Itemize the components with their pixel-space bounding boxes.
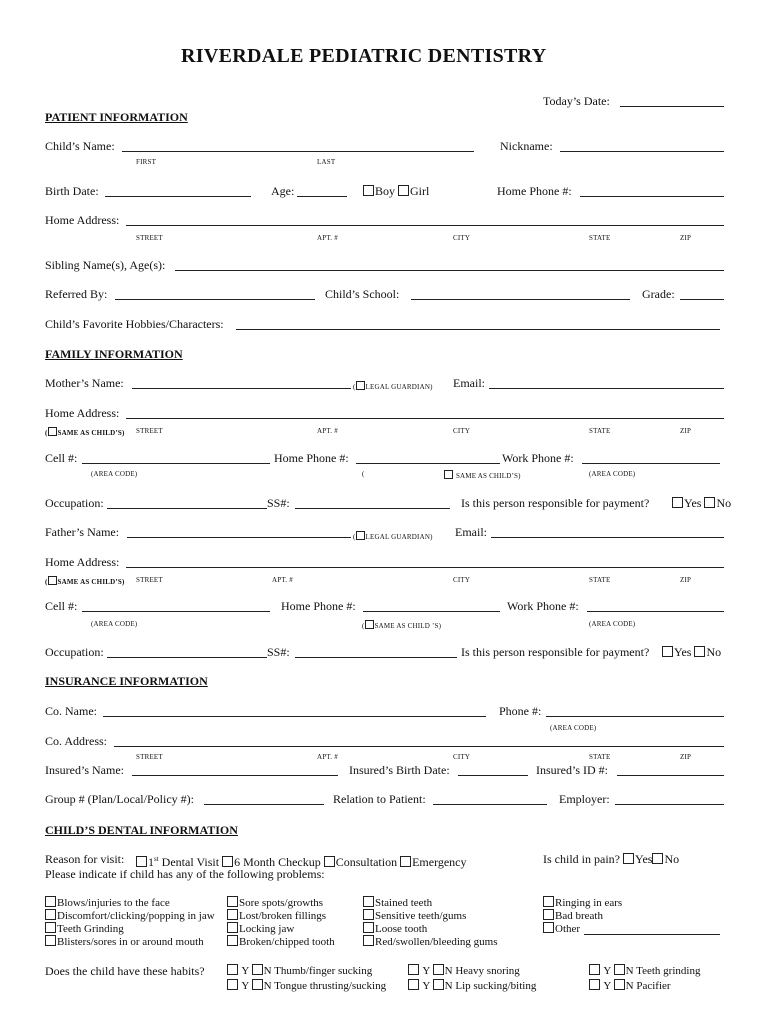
first-caption: FIRST (136, 158, 157, 166)
mother-home-phone-same (444, 470, 521, 481)
relation-field[interactable] (433, 804, 547, 805)
father-same-address-checkbox[interactable] (48, 576, 57, 585)
same-as-childs-label: SAME AS CHILD’S) (57, 429, 125, 437)
mother-responsible-no-checkbox[interactable] (704, 497, 715, 508)
mother-cell-field[interactable] (82, 463, 270, 464)
habit-no-checkbox[interactable] (614, 964, 625, 975)
age-label: Age: (271, 184, 295, 198)
childs-name-label: Child’s Name: (45, 139, 115, 153)
problem-label: Blows/injuries to the face (57, 897, 170, 909)
birth-date-field[interactable] (105, 196, 251, 197)
apt-caption: APT. # (317, 234, 338, 242)
insurance-phone-field[interactable] (546, 716, 724, 717)
father-home-address-field[interactable] (126, 567, 724, 568)
street-caption: STREET (136, 576, 163, 584)
grade-field[interactable] (680, 299, 724, 300)
childs-name-field[interactable] (122, 151, 474, 152)
state-caption: STATE (589, 753, 611, 761)
first-visit-number: 1 (148, 855, 154, 869)
family-info-heading: FAMILY INFORMATION (45, 347, 183, 361)
habit-item (227, 979, 386, 993)
father-legal-guardian: ( LEGAL GUARDIAN) (353, 533, 433, 541)
state-caption: STATE (589, 427, 611, 435)
habit-label: Tongue thrusting/sucking (274, 980, 387, 992)
insureds-name-label: Insured’s Name: (45, 763, 124, 777)
problem-label: Sore spots/growths (239, 897, 324, 909)
patient-info-heading: PATIENT INFORMATION (45, 110, 188, 124)
siblings-field[interactable] (175, 270, 724, 271)
habit-yes-label: Y (420, 980, 433, 992)
no-label: No (664, 852, 680, 866)
father-legal-guardian-checkbox[interactable] (356, 531, 365, 540)
problem-label: Other (555, 923, 581, 935)
father-responsible-yes-checkbox[interactable] (662, 646, 673, 657)
zip-caption: ZIP (680, 753, 692, 761)
father-work-phone-label: Work Phone #: (507, 599, 579, 613)
habit-no-label: N (444, 965, 456, 977)
father-responsible-no-checkbox[interactable] (694, 646, 705, 657)
problem-item (227, 922, 294, 936)
father-responsible-label: Is this person responsible for payment? (461, 645, 650, 659)
problem-label: Ringing in ears (555, 897, 623, 909)
same-as-childs-label: SAME AS CHILD ’S) (374, 622, 442, 630)
street-caption: STREET (136, 427, 163, 435)
father-home-phone-same: ( SAME AS CHILD ’S) (362, 622, 442, 630)
problem-item (363, 935, 498, 949)
father-same-address: ( SAME AS CHILD’S) (45, 578, 125, 586)
other-problem-field[interactable] (584, 934, 720, 935)
insurance-area-code: (AREA CODE) (550, 724, 597, 732)
habit-yes-checkbox[interactable] (589, 964, 600, 975)
nickname-label: Nickname: (500, 139, 553, 153)
habits-question: Does the child have these habits? (45, 964, 205, 978)
street-caption: STREET (136, 234, 163, 242)
habit-no-checkbox[interactable] (614, 979, 625, 990)
problem-label: Stained teeth (375, 897, 433, 909)
problem-label: Broken/chipped tooth (239, 936, 335, 948)
mother-home-phone-same-checkbox[interactable] (444, 470, 453, 479)
referred-by-field[interactable] (115, 299, 315, 300)
hobbies-field[interactable] (236, 329, 720, 330)
father-home-address-label: Home Address: (45, 555, 120, 569)
problem-label: Discomfort/clicking/popping in jaw (57, 910, 215, 922)
habit-no-label: N (263, 980, 275, 992)
mother-occupation-field[interactable] (107, 508, 267, 509)
problem-checkbox[interactable] (543, 909, 554, 920)
reason-label: Reason for visit: (45, 852, 125, 866)
mother-work-phone-label: Work Phone #: (502, 451, 574, 465)
insureds-id-label: Insured’s ID #: (536, 763, 608, 777)
habit-yes-checkbox[interactable] (227, 964, 238, 975)
habit-yes-checkbox[interactable] (589, 979, 600, 990)
mother-home-phone-label: Home Phone #: (274, 451, 349, 465)
father-home-phone-field[interactable] (363, 611, 500, 612)
mothers-name-field[interactable] (132, 388, 351, 389)
apt-caption: APT. # (317, 753, 338, 761)
father-occupation-label: Occupation: (45, 645, 104, 659)
consultation-label: Consultation (335, 855, 398, 869)
girl-checkbox[interactable] (398, 185, 409, 196)
dental-info-heading: CHILD’S DENTAL INFORMATION (45, 823, 238, 837)
habit-yes-checkbox[interactable] (408, 979, 419, 990)
father-cell-area-code: (AREA CODE) (91, 620, 138, 628)
fathers-name-field[interactable] (127, 537, 351, 538)
habit-no-checkbox[interactable] (433, 964, 444, 975)
in-pain-yes-checkbox[interactable] (623, 853, 634, 864)
indicate-problems-label: Please indicate if child has any of the following problems: (45, 867, 325, 881)
problem-checkbox[interactable] (45, 896, 56, 907)
father-occupation-field[interactable] (107, 657, 267, 658)
zip-caption: ZIP (680, 234, 692, 242)
father-email-label: Email: (455, 525, 487, 539)
problem-checkbox[interactable] (543, 922, 554, 933)
father-home-phone-same-checkbox[interactable] (365, 620, 374, 629)
habit-yes-label: Y (601, 980, 614, 992)
father-responsible-options (662, 645, 721, 659)
father-ssn-field[interactable] (295, 657, 457, 658)
group-field[interactable] (204, 804, 324, 805)
habit-yes-label: Y (239, 965, 252, 977)
father-work-phone-field[interactable] (587, 611, 724, 612)
problem-label: Locking jaw (239, 923, 295, 935)
zip-caption: ZIP (680, 427, 692, 435)
problem-checkbox[interactable] (363, 909, 374, 920)
habit-item (408, 964, 520, 978)
problem-item (45, 922, 124, 936)
problem-label: Blisters/sores in or around mouth (57, 936, 204, 948)
age-field[interactable] (297, 196, 347, 197)
last-caption: LAST (317, 158, 336, 166)
group-label: Group # (Plan/Local/Policy #): (45, 792, 194, 806)
employer-field[interactable] (615, 804, 724, 805)
referred-by-label: Referred By: (45, 287, 108, 301)
no-label: No (706, 645, 722, 659)
home-phone-field[interactable] (580, 196, 724, 197)
mother-email-label: Email: (453, 376, 485, 390)
same-as-childs-label: SAME AS CHILD’S) (57, 578, 125, 586)
first-visit-label: Dental Visit (161, 855, 220, 869)
habit-item (408, 979, 536, 993)
form-title: RIVERDALE PEDIATRIC DENTISTRY (181, 45, 547, 67)
mother-ssn-label: SS#: (267, 496, 290, 510)
city-caption: CITY (453, 234, 471, 242)
habit-label: Pacifier (636, 980, 671, 992)
employer-label: Employer: (559, 792, 610, 806)
problem-checkbox[interactable] (543, 896, 554, 907)
habit-no-label: N (625, 980, 637, 992)
first-visit-superscript: st (154, 855, 159, 863)
problem-item (543, 922, 580, 936)
problem-checkbox[interactable] (45, 922, 56, 933)
problem-label: Red/swollen/bleeding gums (375, 936, 498, 948)
problem-item (45, 896, 170, 910)
insureds-id-field[interactable] (617, 775, 724, 776)
habit-no-label: N (444, 980, 456, 992)
birth-date-label: Birth Date: (45, 184, 99, 198)
first-visit-checkbox[interactable] (136, 856, 147, 867)
state-caption: STATE (589, 234, 611, 242)
six-month-checkbox[interactable] (222, 856, 233, 867)
problem-item (45, 935, 204, 949)
mother-legal-guardian: ( LEGAL GUARDIAN) (353, 383, 433, 391)
co-name-field[interactable] (103, 716, 486, 717)
habit-no-checkbox[interactable] (252, 979, 263, 990)
habit-yes-label: Y (601, 965, 614, 977)
mother-work-area-code: (AREA CODE) (589, 470, 636, 478)
mother-cell-area-code: (AREA CODE) (91, 470, 138, 478)
todays-date-field[interactable] (620, 106, 724, 107)
city-caption: CITY (453, 576, 471, 584)
mother-ssn-field[interactable] (295, 508, 450, 509)
habit-yes-label: Y (239, 980, 252, 992)
mother-legal-guardian-checkbox[interactable] (356, 381, 365, 390)
home-address-label: Home Address: (45, 213, 120, 227)
problem-checkbox[interactable] (363, 922, 374, 933)
home-phone-label: Home Phone #: (497, 184, 572, 198)
todays-date-label: Today’s Date: (543, 94, 610, 108)
co-name-label: Co. Name: (45, 704, 97, 718)
habit-no-checkbox[interactable] (433, 979, 444, 990)
problem-checkbox[interactable] (45, 935, 56, 946)
legal-guardian-label: LEGAL GUARDIAN) (365, 383, 433, 391)
insureds-name-field[interactable] (132, 775, 338, 776)
problem-item (363, 909, 466, 923)
problem-checkbox[interactable] (227, 896, 238, 907)
girl-label: Girl (410, 184, 430, 198)
habit-item (589, 979, 671, 993)
mother-same-address-checkbox[interactable] (48, 427, 57, 436)
mother-same-address: ( SAME AS CHILD’S) (45, 429, 125, 437)
emergency-checkbox[interactable] (400, 856, 411, 867)
mother-cell-label: Cell #: (45, 451, 78, 465)
street-caption: STREET (136, 753, 163, 761)
insureds-birth-date-field[interactable] (458, 775, 528, 776)
city-caption: CITY (453, 427, 471, 435)
habit-yes-checkbox[interactable] (408, 964, 419, 975)
no-label: No (716, 496, 732, 510)
nickname-field[interactable] (560, 151, 724, 152)
father-cell-label: Cell #: (45, 599, 78, 613)
habit-no-label: N (263, 965, 275, 977)
boy-checkbox[interactable] (363, 185, 374, 196)
fathers-name-label: Father’s Name: (45, 525, 120, 539)
in-pain-group (543, 852, 679, 866)
problem-item (45, 909, 215, 923)
habit-yes-checkbox[interactable] (227, 979, 238, 990)
co-address-field[interactable] (114, 746, 724, 747)
legal-guardian-label: LEGAL GUARDIAN) (365, 533, 433, 541)
in-pain-no-checkbox[interactable] (652, 853, 663, 864)
habit-yes-label: Y (420, 965, 433, 977)
home-address-field[interactable] (126, 225, 724, 226)
problem-label: Loose tooth (375, 923, 428, 935)
problem-item (363, 896, 432, 910)
siblings-label: Sibling Name(s), Age(s): (45, 258, 166, 272)
problem-label: Sensitive teeth/gums (375, 910, 467, 922)
mother-occupation-label: Occupation: (45, 496, 104, 510)
boy-label: Boy (375, 184, 396, 198)
problem-checkbox[interactable] (227, 909, 238, 920)
mother-email-field[interactable] (489, 388, 724, 389)
insurance-info-heading: INSURANCE INFORMATION (45, 674, 208, 688)
problem-item (227, 935, 335, 949)
problem-item (363, 922, 427, 936)
co-address-label: Co. Address: (45, 734, 108, 748)
habit-no-checkbox[interactable] (252, 964, 263, 975)
habit-label: Teeth grinding (636, 965, 701, 977)
habit-label: Lip sucking/biting (455, 980, 537, 992)
problem-item (227, 909, 326, 923)
habit-label: Thumb/finger sucking (274, 965, 373, 977)
same-as-childs-label: SAME AS CHILD’S) (455, 472, 521, 480)
apt-caption: APT. # (272, 576, 293, 584)
hobbies-label: Child’s Favorite Hobbies/Characters: (45, 317, 224, 331)
insureds-birth-date-label: Insured’s Birth Date: (349, 763, 450, 777)
mother-home-phone-field[interactable] (356, 463, 500, 464)
problem-checkbox[interactable] (45, 909, 56, 920)
state-caption: STATE (589, 576, 611, 584)
problem-checkbox[interactable] (227, 922, 238, 933)
problem-checkbox[interactable] (227, 935, 238, 946)
problem-label: Teeth Grinding (57, 923, 124, 935)
problem-checkbox[interactable] (363, 935, 374, 946)
relation-label: Relation to Patient: (333, 792, 426, 806)
emergency-label: Emergency (412, 855, 467, 869)
problem-label: Bad breath (555, 910, 603, 922)
problem-label: Lost/broken fillings (239, 910, 327, 922)
grade-label: Grade: (642, 287, 675, 301)
habit-no-label: N (625, 965, 637, 977)
city-caption: CITY (453, 753, 471, 761)
mother-work-phone-field[interactable] (582, 463, 720, 464)
mother-home-address-field[interactable] (126, 418, 724, 419)
problem-checkbox[interactable] (363, 896, 374, 907)
habit-item (227, 964, 372, 978)
childs-school-field[interactable] (411, 299, 630, 300)
six-month-label: 6 Month Checkup (234, 855, 321, 869)
mother-responsible-options (672, 496, 731, 510)
problem-item (227, 896, 323, 910)
father-email-field[interactable] (491, 537, 724, 538)
yes-label: Yes (684, 496, 702, 510)
mother-home-address-label: Home Address: (45, 406, 120, 420)
consultation-checkbox[interactable] (324, 856, 335, 867)
zip-caption: ZIP (680, 576, 692, 584)
in-pain-label: Is child in pain? (543, 852, 620, 866)
yes-label: Yes (634, 852, 653, 866)
father-home-phone-label: Home Phone #: (281, 599, 356, 613)
father-work-area-code: (AREA CODE) (589, 620, 636, 628)
apt-caption: APT. # (317, 427, 338, 435)
problem-item (543, 896, 622, 910)
childs-school-label: Child’s School: (325, 287, 400, 301)
mothers-name-label: Mother’s Name: (45, 376, 124, 390)
mother-responsible-yes-checkbox[interactable] (672, 497, 683, 508)
father-ssn-label: SS#: (267, 645, 290, 659)
father-cell-field[interactable] (82, 611, 270, 612)
gender-options (363, 184, 429, 198)
habit-label: Heavy snoring (455, 965, 520, 977)
yes-label: Yes (674, 645, 692, 659)
mother-home-phone-paren: ( (362, 470, 365, 478)
mother-responsible-label: Is this person responsible for payment? (461, 496, 650, 510)
insurance-phone-label: Phone #: (499, 704, 542, 718)
problem-item (543, 909, 603, 923)
habit-item (589, 964, 700, 978)
